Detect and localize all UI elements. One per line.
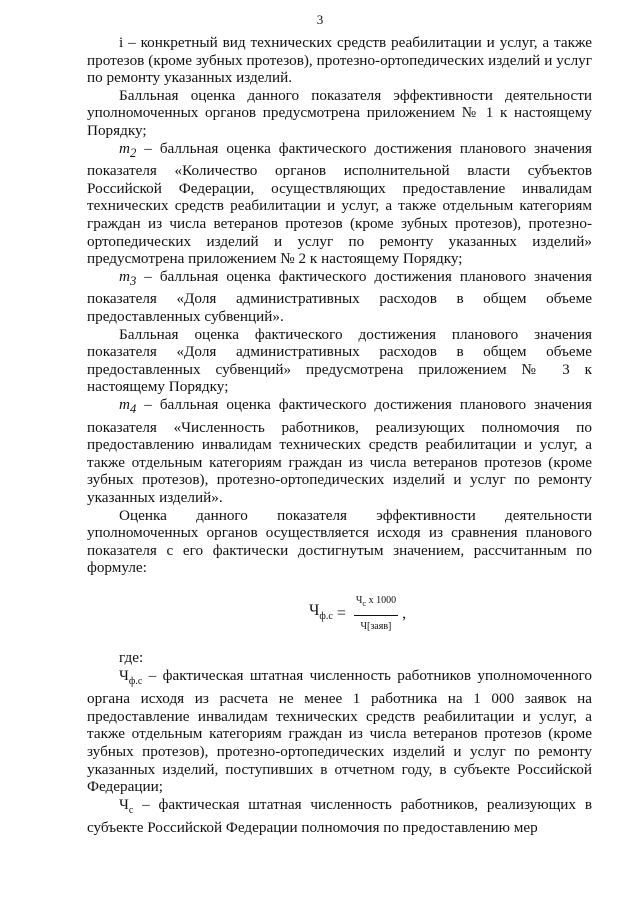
paragraph-text: i – конкретный вид технических средств реабилитации и услуг, а также протезов (кроме зубных протезов), протезно-ортопедических изделий и услуг по ремонту указанных изделий. [87, 34, 592, 87]
paragraph-chs-definition [87, 796, 592, 837]
formula-lhs: $Ч_{ф.с}$ [309, 602, 333, 623]
paragraph-text: Балльная оценка данного показателя эффективности деятельности уполномоченных органов предусмотрена приложением № 1 к настоящему Порядку; [87, 86, 592, 139]
formula-equals: = [336, 605, 346, 623]
paragraph-m3-definition [87, 268, 592, 326]
paragraph-text: – балльная оценка фактического достижения планового значения показателя «Доля административных расходов в общем объеме предоставленных субвенций». [87, 267, 592, 325]
paragraph-i-definition [87, 34, 592, 87]
paragraph-m4-definition [87, 396, 592, 507]
variable-m2: $m_2$ [119, 139, 137, 160]
variable-ch-s: $Ч_с$ [119, 795, 134, 816]
where-label: где: [119, 648, 144, 666]
formula [309, 592, 406, 636]
variable-ch-fs: $Ч_{ф.с}$ [119, 666, 143, 687]
paragraph-text: Балльная оценка фактического достижения планового значения показателя «Доля административных расходов в общем объеме предоставленных субвенций» предусмотрена приложением № 3 к настоящему Порядку; [87, 325, 592, 396]
document-body [87, 34, 592, 837]
paragraph-text: – балльная оценка фактического достижения планового значения показателя «Количество органов исполнительной власти субъектов Российской Федерации, осуществляющих предоставление инвалидам технических средств реабилитации и услуг, а также отдельным категориям граждан из числа ветеранов протезов (кроме зубных протезов), протезно-ортопедических изделий и услуг по ремонту указанных изделий» предусмотрена приложением № 2 к настоящему Порядку; [87, 139, 592, 268]
paragraph-text: – фактическая штатная численность работников, реализующих в субъекте Российской Федерации полномочия по предоставлению мер [87, 795, 592, 837]
variable-m4: $m_4$ [119, 395, 137, 416]
paragraph-text: Оценка данного показателя эффективности деятельности уполномоченных органов осуществляется исходя из сравнения планового показателя с его фактически достигнутым значением, рассчитанным по формуле: [87, 506, 592, 577]
paragraph-m2-definition [87, 140, 592, 268]
formula-denominator: Ч[заяв] [360, 620, 392, 632]
paragraph-text: – фактическая штатная численность работников уполномоченного органа исходя из расчета не менее 1 работника на 1 000 заявок на предоставление инвалидам технических средств реабилитации и услуг, а также отдельным категориям граждан из числа ветеранов протезов (кроме зубных протезов), протезно-ортопедических изделий и услуг по ремонту указанных изделий, поступивших в отчетном году, в субъекте Российской Федерации; [87, 666, 592, 796]
paragraph-evaluation-method [87, 507, 592, 577]
paragraph-score-appendix-3 [87, 326, 592, 396]
formula-fraction [354, 592, 398, 635]
formula-block [87, 592, 592, 636]
variable-m3: $m_3$ [119, 267, 137, 288]
formula-numerator: $Ч_с$ х 1000 [354, 592, 398, 616]
formula-comma: , [402, 605, 407, 623]
paragraph-score-appendix-1 [87, 87, 592, 140]
paragraph-text: – балльная оценка фактического достижения планового значения показателя «Численность работников, реализующих полномочия по предоставлению инвалидам технических средств реабилитации и услуг, а также отдельным категориям граждан из числа ветеранов протезов (кроме зубных протезов), протезно-ортопедических изделий и услуг по ремонту указанных изделий». [87, 395, 592, 506]
page-number: 3 [316, 12, 324, 27]
paragraph-chfs-definition [87, 667, 592, 796]
